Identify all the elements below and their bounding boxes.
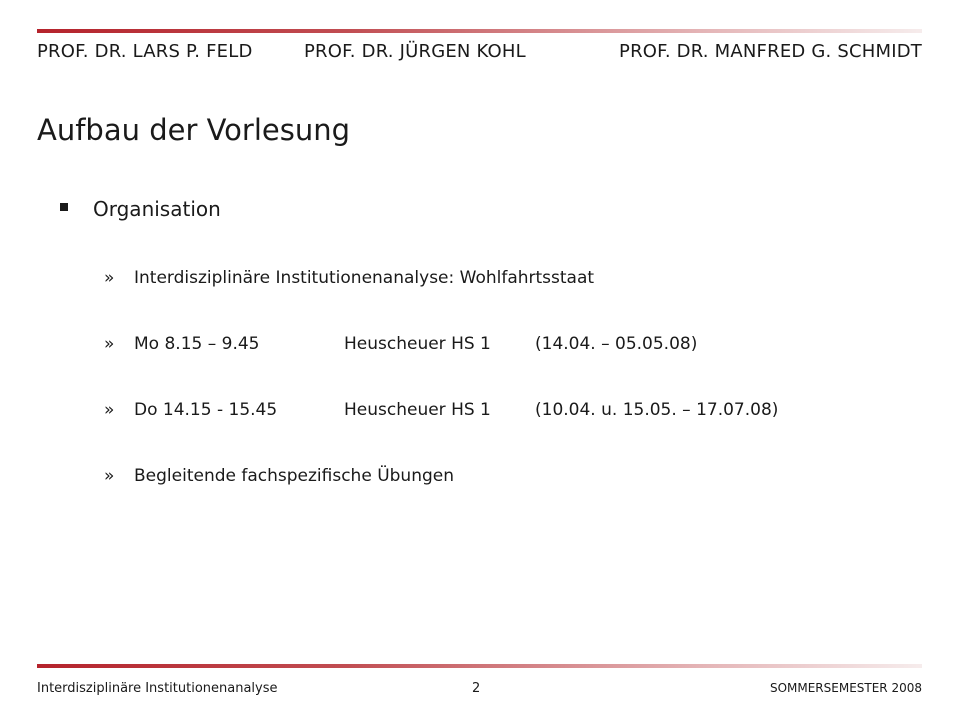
square-bullet-icon	[60, 203, 68, 211]
chevron-marker-icon: »	[104, 400, 115, 420]
session-room: Heuscheuer HS 1	[344, 400, 491, 420]
session-time: Do 14.15 - 15.45	[134, 400, 278, 420]
sub-item-text: Interdisziplinäre Institutionenanalyse: Wohlfahrtsstaat	[134, 268, 595, 288]
header-rule	[37, 29, 922, 33]
slide-title: Aufbau der Vorlesung	[37, 113, 351, 147]
bullet-label: Organisation	[93, 197, 221, 221]
session-room: Heuscheuer HS 1	[344, 334, 491, 354]
professor-kohl: PROF. DR. JÜRGEN KOHL	[304, 41, 526, 62]
chevron-marker-icon: »	[104, 466, 115, 486]
professor-schmidt: PROF. DR. MANFRED G. SCHMIDT	[619, 41, 922, 62]
professor-feld: PROF. DR. LARS P. FELD	[37, 41, 253, 62]
footer-rule	[37, 664, 922, 668]
chevron-marker-icon: »	[104, 334, 115, 354]
session-dates: (14.04. – 05.05.08)	[535, 334, 698, 354]
sub-item-text: Begleitende fachspezifische Übungen	[134, 466, 455, 486]
session-time: Mo 8.15 – 9.45	[134, 334, 260, 354]
footer-semester: SOMMERSEMESTER 2008	[769, 681, 922, 695]
footer-course: Interdisziplinäre Institutionenanalyse	[37, 681, 278, 696]
header-professors	[37, 41, 922, 69]
page-number: 2	[472, 681, 481, 696]
chevron-marker-icon: »	[104, 268, 115, 288]
session-dates: (10.04. u. 15.05. – 17.07.08)	[535, 400, 779, 420]
